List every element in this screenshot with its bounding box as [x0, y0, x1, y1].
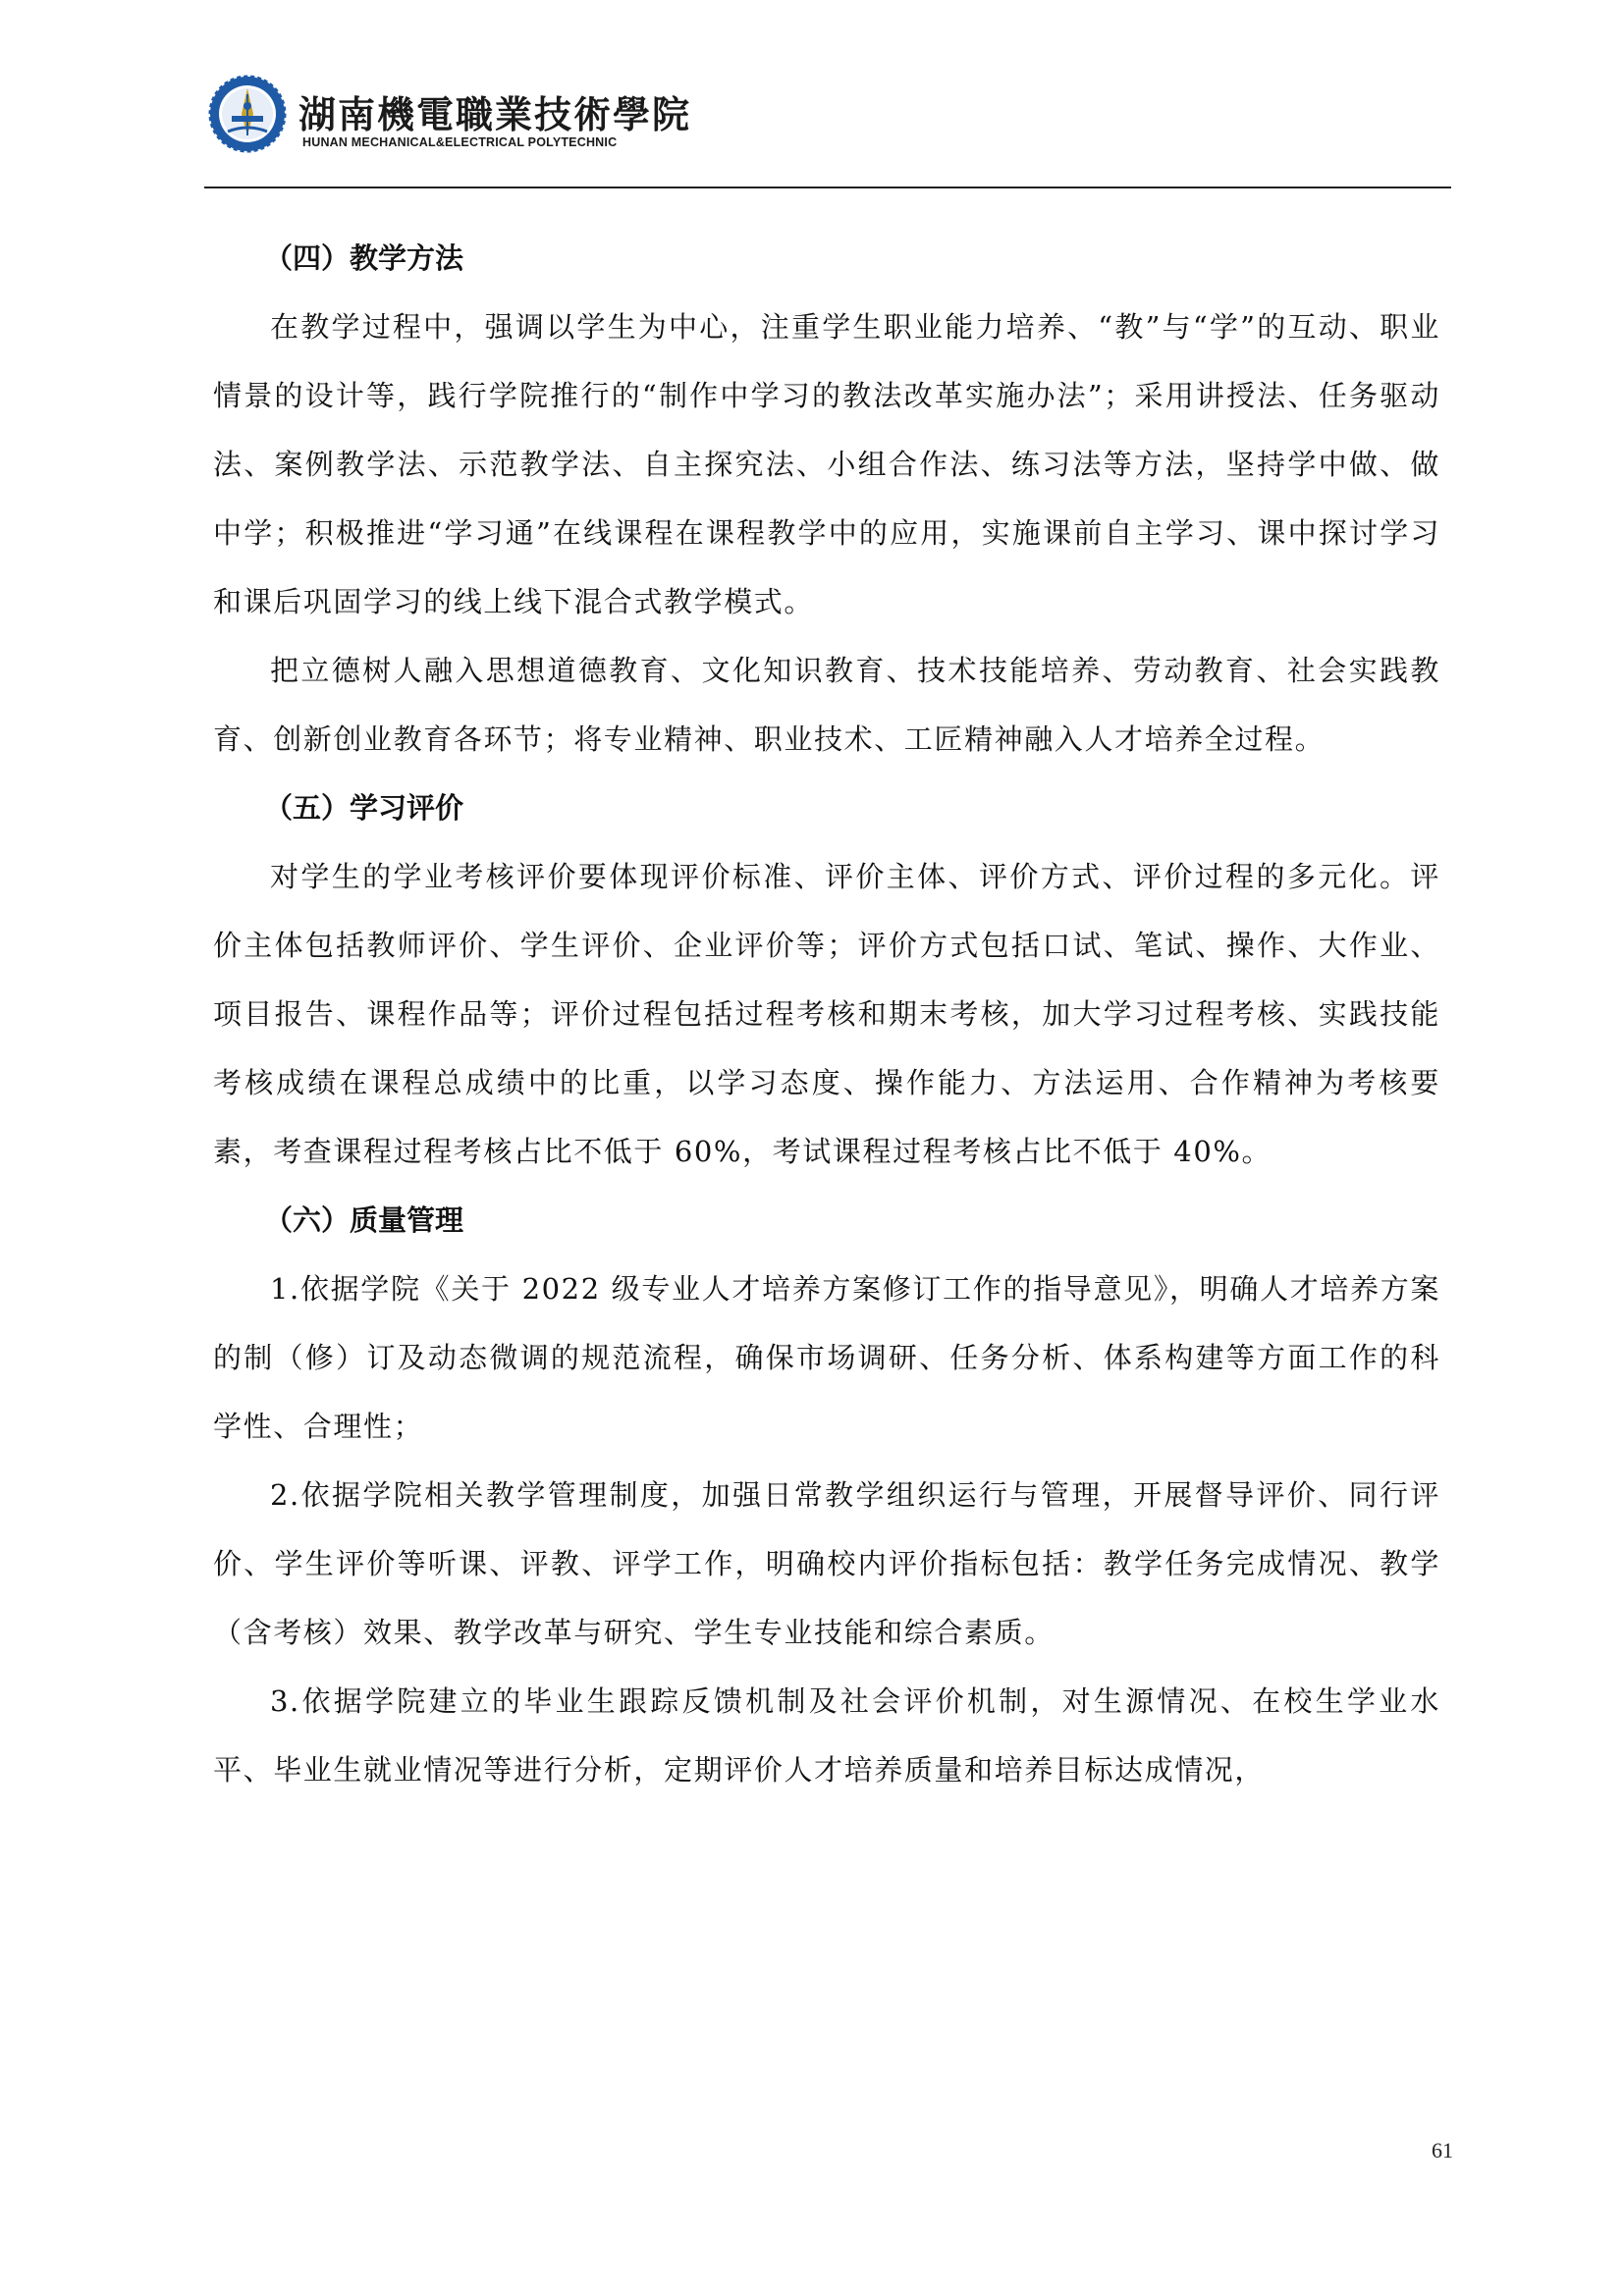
- college-emblem-icon: [208, 75, 287, 153]
- header-divider: [204, 187, 1451, 188]
- paragraph: 把立德树人融入思想道德教育、文化知识教育、技术技能培养、劳动教育、社会实践教育、创新创业教育各环节；将专业精神、职业技术、工匠精神融入人才培养全过程。: [213, 654, 1440, 756]
- section-heading-quality-management: （六）质量管理: [264, 1203, 464, 1237]
- section-heading-teaching-methods: （四）教学方法: [264, 241, 464, 275]
- document-body: [213, 224, 1440, 1804]
- college-name-chinese: 湖南機電職業技術學院: [298, 92, 692, 136]
- paragraph: 3.依据学院建立的毕业生跟踪反馈机制及社会评价机制，对生源情况、在校生学业水平、毕业生就业情况等进行分析，定期评价人才培养质量和培养目标达成情况，: [213, 1684, 1440, 1787]
- paragraph: 2.依据学院相关教学管理制度，加强日常教学组织运行与管理，开展督导评价、同行评价、学生评价等听课、评教、评学工作，明确校内评价指标包括：教学任务完成情况、教学（含考核）效果、教学改革与研究、学生专业技能和综合素质。: [213, 1478, 1440, 1649]
- page-number: 61: [1432, 2138, 1453, 2163]
- paragraph: 对学生的学业考核评价要体现评价标准、评价主体、评价方式、评价过程的多元化。评价主体包括教师评价、学生评价、企业评价等；评价方式包括口试、笔试、操作、大作业、项目报告、课程作品等；评价过程包括过程考核和期末考核，加大学习过程考核、实践技能考核成绩在课程总成绩中的比重，以学习态度、操作能力、方法运用、合作精神为考核要素，考查课程过程考核占比不低于 60%，考试课程过程考核占比不低于 40%。: [213, 860, 1440, 1168]
- paragraph: 1.依据学院《关于 2022 级专业人才培养方案修订工作的指导意见》，明确人才培养方案的制（修）订及动态微调的规范流程，确保市场调研、任务分析、体系构建等方面工作的科学性、合理性；: [213, 1272, 1440, 1443]
- paragraph: 在教学过程中，强调以学生为中心，注重学生职业能力培养、“教”与“学”的互动、职业情景的设计等，践行学院推行的“制作中学习的教法改革实施办法”；采用讲授法、任务驱动法、案例教学法、示范教学法、自主探究法、小组合作法、练习法等方法，坚持学中做、做中学；积极推进“学习通”在线课程在课程教学中的应用，实施课前自主学习、课中探讨学习和课后巩固学习的线上线下混合式教学模式。: [213, 310, 1440, 618]
- page-header: [204, 59, 1451, 187]
- college-name-english: HUNAN MECHANICAL&ELECTRICAL POLYTECHNIC: [302, 135, 618, 149]
- section-heading-learning-evaluation: （五）学习评价: [264, 791, 464, 825]
